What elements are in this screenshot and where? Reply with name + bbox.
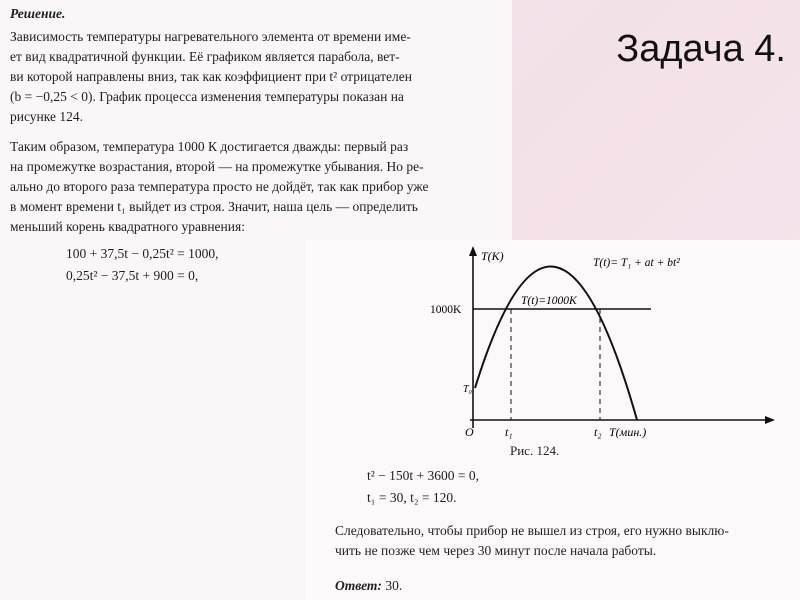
paragraph1-line-1: Зависимость температуры нагревательного элемента от времени име- (10, 29, 411, 44)
temperature-graph (425, 240, 800, 440)
equation-line-3: t² − 150t + 3600 = 0, (367, 468, 480, 483)
x-axis-label: T(мин.) (609, 425, 647, 439)
paragraph2-line-3: ально до второго раза температура просто не дойдёт, так как прибор уже (10, 179, 429, 194)
paragraph2-line-1: Таким образом, температура 1000 К достигается дважды: первый раз (10, 139, 409, 154)
equation-line-2: 0,25t² − 37,5t + 900 = 0, (66, 268, 199, 283)
curve-equation-label: T(t)= T₁ + at + bt² (593, 257, 680, 269)
t2-label: t₂ (594, 425, 602, 439)
slide-title: Задача 4. (616, 28, 786, 70)
paragraph1-line-5: рисунке 124. (10, 109, 83, 124)
answer-label: Ответ: (335, 578, 382, 593)
figure-panel (305, 240, 800, 600)
level-line-label: T(t)=1000K (521, 295, 577, 307)
paragraph2-line-2: на промежутке возрастания, второй — на промежутке убывания. Но ре- (10, 159, 424, 174)
answer-value: 30. (385, 578, 403, 593)
paragraph1-line-4: (b = −0,25 < 0). График процесса изменения температуры показан на (10, 89, 404, 104)
t0-label: T₀ (463, 384, 473, 395)
paragraph1-line-2: ет вид квадратичной функции. Её графиком является парабола, вет- (10, 49, 400, 64)
level-1000k-label: 1000K (430, 304, 462, 316)
paragraph2-line-5: меньший корень квадратного уравнения: (10, 219, 245, 234)
origin-label: O (465, 425, 474, 439)
x-axis-arrow (765, 416, 775, 424)
y-axis-arrow (469, 246, 477, 256)
conclusion-line-1: Следовательно, чтобы прибор не вышел из строя, его нужно выклю- (335, 523, 729, 538)
conclusion-line-2: чить не позже чем через 30 минут после начала работы. (335, 543, 657, 558)
figure-caption: Рис. 124. (510, 443, 560, 458)
equation-line-1: 100 + 37,5t − 0,25t² = 1000, (66, 246, 219, 261)
paragraph2-line-4: в момент времени t₁ выйдет из строя. Значит, наша цель — определить (10, 199, 418, 214)
y-axis-label: T(K) (481, 249, 504, 263)
temperature-parabola (475, 267, 637, 420)
equation-line-4: t₁ = 30, t₂ = 120. (367, 490, 457, 505)
paragraph1-line-3: ви которой направлены вниз, так как коэффициент при t² отрицателен (10, 69, 412, 84)
solution-heading: Решение. (10, 6, 66, 21)
t1-label: t₁ (505, 425, 513, 439)
answer (335, 578, 402, 594)
